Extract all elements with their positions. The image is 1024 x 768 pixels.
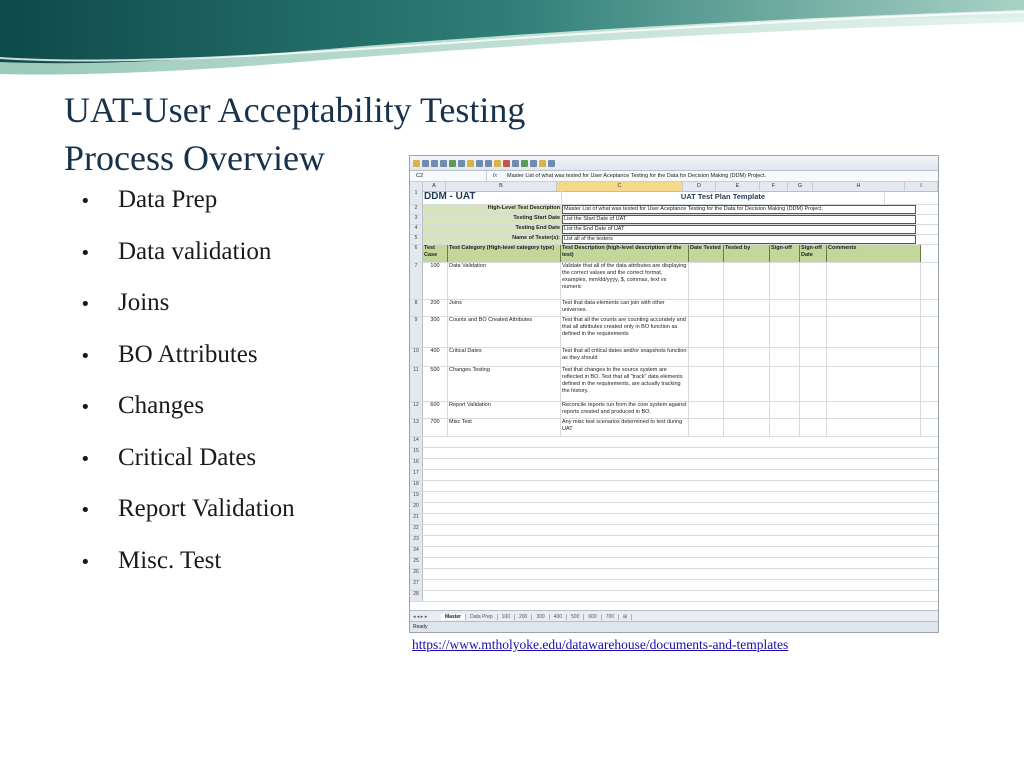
column-title[interactable]: Comments [827, 245, 921, 262]
row-number[interactable]: 3 [410, 215, 423, 224]
column-header[interactable]: E [716, 182, 760, 191]
paste-icon [494, 160, 501, 167]
row-number[interactable]: 6 [410, 245, 423, 262]
row-number[interactable]: 27 [410, 580, 423, 590]
column-header[interactable]: F [760, 182, 788, 191]
empty-cell[interactable] [689, 300, 724, 316]
empty-cell[interactable] [689, 263, 724, 299]
spreadsheet-screenshot [409, 155, 939, 633]
title-line-1: UAT-User Acceptability Testing [64, 90, 526, 130]
new-sheet-icon[interactable]: ⊞ [619, 614, 632, 620]
row-number[interactable]: 15 [410, 448, 423, 458]
formula-input[interactable]: Master List of what was tested for User Aceptance Testing for the Data for Decision Making (DDM) Project. [507, 173, 767, 179]
empty-cell[interactable] [724, 402, 770, 418]
test-category-cell[interactable]: Misc Test [448, 419, 561, 436]
column-header[interactable]: G [788, 182, 813, 191]
table-row [410, 348, 938, 367]
row-number[interactable]: 21 [410, 514, 423, 524]
empty-cell[interactable] [689, 317, 724, 347]
test-category-cell[interactable]: Data Validation [448, 263, 561, 299]
formula-bar [410, 171, 938, 182]
empty-cell[interactable] [724, 348, 770, 366]
table-row [410, 205, 938, 215]
column-title[interactable]: Test Category (High-level category type) [448, 245, 561, 262]
bullet-text: Data validation [118, 237, 272, 265]
bullet-item [80, 392, 295, 444]
empty-cell[interactable] [689, 348, 724, 366]
bullet-item [80, 547, 295, 599]
bullet-text: Critical Dates [118, 443, 257, 471]
empty-cell[interactable] [827, 263, 921, 299]
test-case-cell[interactable]: 300 [423, 317, 448, 347]
empty-row [410, 591, 938, 602]
plan-title[interactable]: UAT Test Plan Template [562, 190, 885, 204]
row-number[interactable]: 7 [410, 263, 423, 299]
test-category-cell[interactable]: Joins [448, 300, 561, 316]
empty-cell[interactable] [800, 348, 827, 366]
column-header[interactable]: H [813, 182, 905, 191]
tab-400[interactable]: 400 [550, 614, 567, 620]
row-number[interactable]: 17 [410, 470, 423, 480]
empty-row [410, 558, 938, 569]
empty-cell[interactable] [689, 402, 724, 418]
column-title[interactable]: Test Description (high-level description of the test) [561, 245, 689, 262]
row-number[interactable]: 19 [410, 492, 423, 502]
test-description-cell[interactable]: Reconcile reports run from the core system against reports created and produced in BO. [561, 402, 689, 418]
table-row [410, 402, 938, 419]
empty-row [410, 481, 938, 492]
table-row [410, 300, 938, 317]
test-category-cell[interactable]: Counts and BO Created Attributes [448, 317, 561, 347]
empty-cell[interactable] [724, 263, 770, 299]
empty-cell[interactable] [770, 300, 800, 316]
sort-icon [512, 160, 519, 167]
print-icon [449, 160, 456, 167]
open-icon [413, 160, 420, 167]
empty-cell[interactable] [689, 419, 724, 436]
table-row [410, 235, 938, 245]
format-painter-icon [503, 160, 510, 167]
test-category-cell[interactable]: Changes Testing [448, 367, 561, 401]
name-box[interactable]: C2 [410, 171, 487, 181]
table-row [410, 317, 938, 348]
table-header-row [410, 245, 938, 263]
empty-cell[interactable] [827, 300, 921, 316]
bullet-item [80, 238, 295, 290]
table-row [410, 419, 938, 437]
meta-label[interactable]: High-Level Test Description [423, 205, 562, 214]
bullet-icon: • [80, 551, 91, 573]
bullet-item [80, 289, 295, 341]
test-case-cell[interactable]: 400 [423, 348, 448, 366]
bullet-item [80, 186, 295, 238]
row-number[interactable]: 18 [410, 481, 423, 491]
test-description-cell[interactable]: Test that all the counts are counting accurately and that all attributes created only in BO function as defined in the requirements [561, 317, 689, 347]
empty-cell[interactable] [770, 263, 800, 299]
empty-row [410, 580, 938, 591]
test-description-cell[interactable]: Test that all critical dates and/or snapshots function as they should [561, 348, 689, 366]
meta-value[interactable]: Master List of what was tested for User Aceptance Testing for the Data for Decision Making (DDM) Project. [562, 205, 916, 214]
title-line-2: Process Overview [64, 138, 325, 178]
row-number[interactable]: 5 [410, 235, 423, 244]
row-number[interactable]: 8 [410, 300, 423, 316]
meta-value[interactable]: List the Start Date of UAT [562, 215, 916, 224]
test-case-cell[interactable]: 500 [423, 367, 448, 401]
save-icon [422, 160, 429, 167]
empty-cell[interactable] [770, 367, 800, 401]
column-title[interactable]: Sign-off [770, 245, 800, 262]
empty-row [410, 492, 938, 503]
source-link[interactable]: https://www.mtholyoke.edu/datawarehouse/documents-and-templates [412, 637, 789, 652]
spell-icon [467, 160, 474, 167]
tab-scroll-icon[interactable]: ◂ ◂ ▸ ▸ [413, 613, 428, 620]
tab-300[interactable]: 300 [532, 614, 549, 620]
meta-label[interactable]: Name of Tester(s): [423, 235, 562, 244]
column-header[interactable]: D [683, 182, 716, 191]
row-number[interactable]: 22 [410, 525, 423, 535]
table-row [410, 225, 938, 235]
bullet-icon: • [80, 191, 91, 212]
empty-cell[interactable] [800, 263, 827, 299]
header-swoosh-decoration [0, 0, 1024, 80]
empty-row [410, 470, 938, 481]
empty-cell[interactable] [800, 367, 827, 401]
bullet-item [80, 341, 295, 393]
table-row [410, 367, 938, 402]
tab-600[interactable]: 600 [584, 614, 601, 620]
test-case-cell[interactable]: 200 [423, 300, 448, 316]
sheet-title[interactable]: DDM - UAT [423, 190, 562, 204]
tab-500[interactable]: 500 [567, 614, 584, 620]
status-bar: Ready [410, 621, 939, 632]
empty-cell[interactable] [800, 419, 827, 436]
row-number[interactable]: 24 [410, 547, 423, 557]
bullet-text: Report Validation [118, 495, 295, 522]
column-title[interactable]: Tested by [724, 245, 770, 262]
row-number[interactable]: 10 [410, 348, 423, 366]
bullet-item [80, 444, 295, 496]
empty-row [410, 525, 938, 536]
test-description-cell[interactable]: Any misc test scenarios determined to test during UAT [561, 419, 689, 436]
empty-cell[interactable] [827, 367, 921, 401]
empty-cell[interactable] [827, 419, 921, 436]
empty-row [410, 514, 938, 525]
column-header[interactable]: I [905, 182, 938, 191]
empty-row [410, 536, 938, 547]
row-number[interactable]: 13 [410, 419, 423, 436]
excel-toolbar [410, 156, 938, 171]
empty-cell[interactable] [724, 317, 770, 347]
empty-row [410, 459, 938, 470]
test-description-cell[interactable]: Test that data elements can join with other universes. [561, 300, 689, 316]
undo-icon [431, 160, 438, 167]
bullet-item [80, 495, 295, 547]
column-header[interactable]: B [446, 182, 557, 191]
column-header[interactable]: A [423, 182, 446, 191]
bullet-list [80, 186, 295, 598]
empty-cell[interactable] [724, 367, 770, 401]
meta-value[interactable]: List the End Date of UAT [562, 225, 916, 234]
zoom-icon [548, 160, 555, 167]
empty-cell[interactable] [689, 367, 724, 401]
column-title[interactable]: Sign-off Date [800, 245, 827, 262]
row-number[interactable]: 20 [410, 503, 423, 513]
bullet-text: Misc. Test [118, 546, 222, 574]
bullet-text: Changes [118, 392, 205, 419]
empty-cell[interactable] [827, 348, 921, 366]
meta-value[interactable]: List all of the testers [562, 235, 916, 244]
empty-cell[interactable] [770, 317, 800, 347]
test-description-cell[interactable]: Validate that all of the data attributes are displaying the correct values and the correct format, examples, mm/dd/yyyy, $, commas, text vs numeric [561, 263, 689, 299]
table-row [410, 190, 938, 205]
empty-cell[interactable] [724, 419, 770, 436]
empty-cell[interactable] [724, 300, 770, 316]
test-case-cell[interactable]: 600 [423, 402, 448, 418]
bullet-icon: • [80, 242, 91, 264]
empty-cell[interactable] [800, 317, 827, 347]
empty-row [410, 547, 938, 558]
empty-row [410, 569, 938, 580]
column-title[interactable]: Date Tested [689, 245, 724, 262]
table-row [410, 215, 938, 225]
row-number[interactable]: 23 [410, 536, 423, 546]
cell-grid [410, 190, 938, 602]
empty-cell[interactable] [800, 402, 827, 418]
meta-label[interactable]: Testing End Date [423, 225, 562, 234]
tab-100[interactable]: 100 [498, 614, 515, 620]
bullet-text: Data Prep [118, 186, 218, 213]
fx-icon: fx [492, 173, 498, 179]
bullet-icon: • [80, 500, 91, 521]
row-number[interactable]: 16 [410, 459, 423, 469]
empty-row [410, 437, 938, 448]
bullet-icon: • [80, 397, 91, 418]
row-number[interactable]: 1 [410, 190, 423, 204]
tab-700[interactable]: 700 [602, 614, 619, 620]
empty-row [410, 503, 938, 514]
empty-cell[interactable] [770, 348, 800, 366]
tab-data-prep[interactable]: Data Prep [466, 614, 498, 620]
empty-cell[interactable] [827, 402, 921, 418]
empty-cell[interactable] [770, 402, 800, 418]
chart-icon [530, 160, 537, 167]
bullet-icon: • [80, 448, 91, 470]
row-number[interactable]: 11 [410, 367, 423, 401]
empty-cell[interactable] [827, 317, 921, 347]
sum-icon [539, 160, 546, 167]
row-number[interactable]: 14 [410, 437, 423, 447]
empty-cell[interactable] [770, 419, 800, 436]
bullet-icon: • [80, 294, 91, 315]
filter-icon [521, 160, 528, 167]
row-number[interactable]: 12 [410, 402, 423, 418]
column-header[interactable]: C [557, 182, 683, 191]
test-category-cell[interactable]: Critical Dates [448, 348, 561, 366]
empty-row [410, 448, 938, 459]
bullet-text: BO Attributes [118, 340, 258, 368]
column-title[interactable]: Test Case [423, 245, 448, 262]
row-number[interactable]: 26 [410, 569, 423, 579]
test-category-cell[interactable]: Report Validation [448, 402, 561, 418]
tab-master[interactable]: Master [441, 614, 466, 620]
row-number[interactable]: 9 [410, 317, 423, 347]
meta-label[interactable]: Testing Start Date [423, 215, 562, 224]
test-case-cell[interactable]: 100 [423, 263, 448, 299]
bullet-icon: • [80, 345, 91, 367]
row-number[interactable]: 2 [410, 205, 423, 214]
row-number[interactable]: 28 [410, 591, 423, 601]
row-number[interactable]: 4 [410, 225, 423, 234]
test-case-cell[interactable]: 700 [423, 419, 448, 436]
empty-cell[interactable] [800, 300, 827, 316]
row-number[interactable]: 25 [410, 558, 423, 568]
redo-icon [440, 160, 447, 167]
bullet-text: Joins [118, 289, 170, 316]
cut-icon [476, 160, 483, 167]
copy-icon [485, 160, 492, 167]
table-row [410, 263, 938, 300]
test-description-cell[interactable]: Test that changes to the source system are reflected in BO. Test that all "track" data elements defined in the requirements, are actually tracking the history. [561, 367, 689, 401]
tab-200[interactable]: 200 [515, 614, 532, 620]
preview-icon [458, 160, 465, 167]
